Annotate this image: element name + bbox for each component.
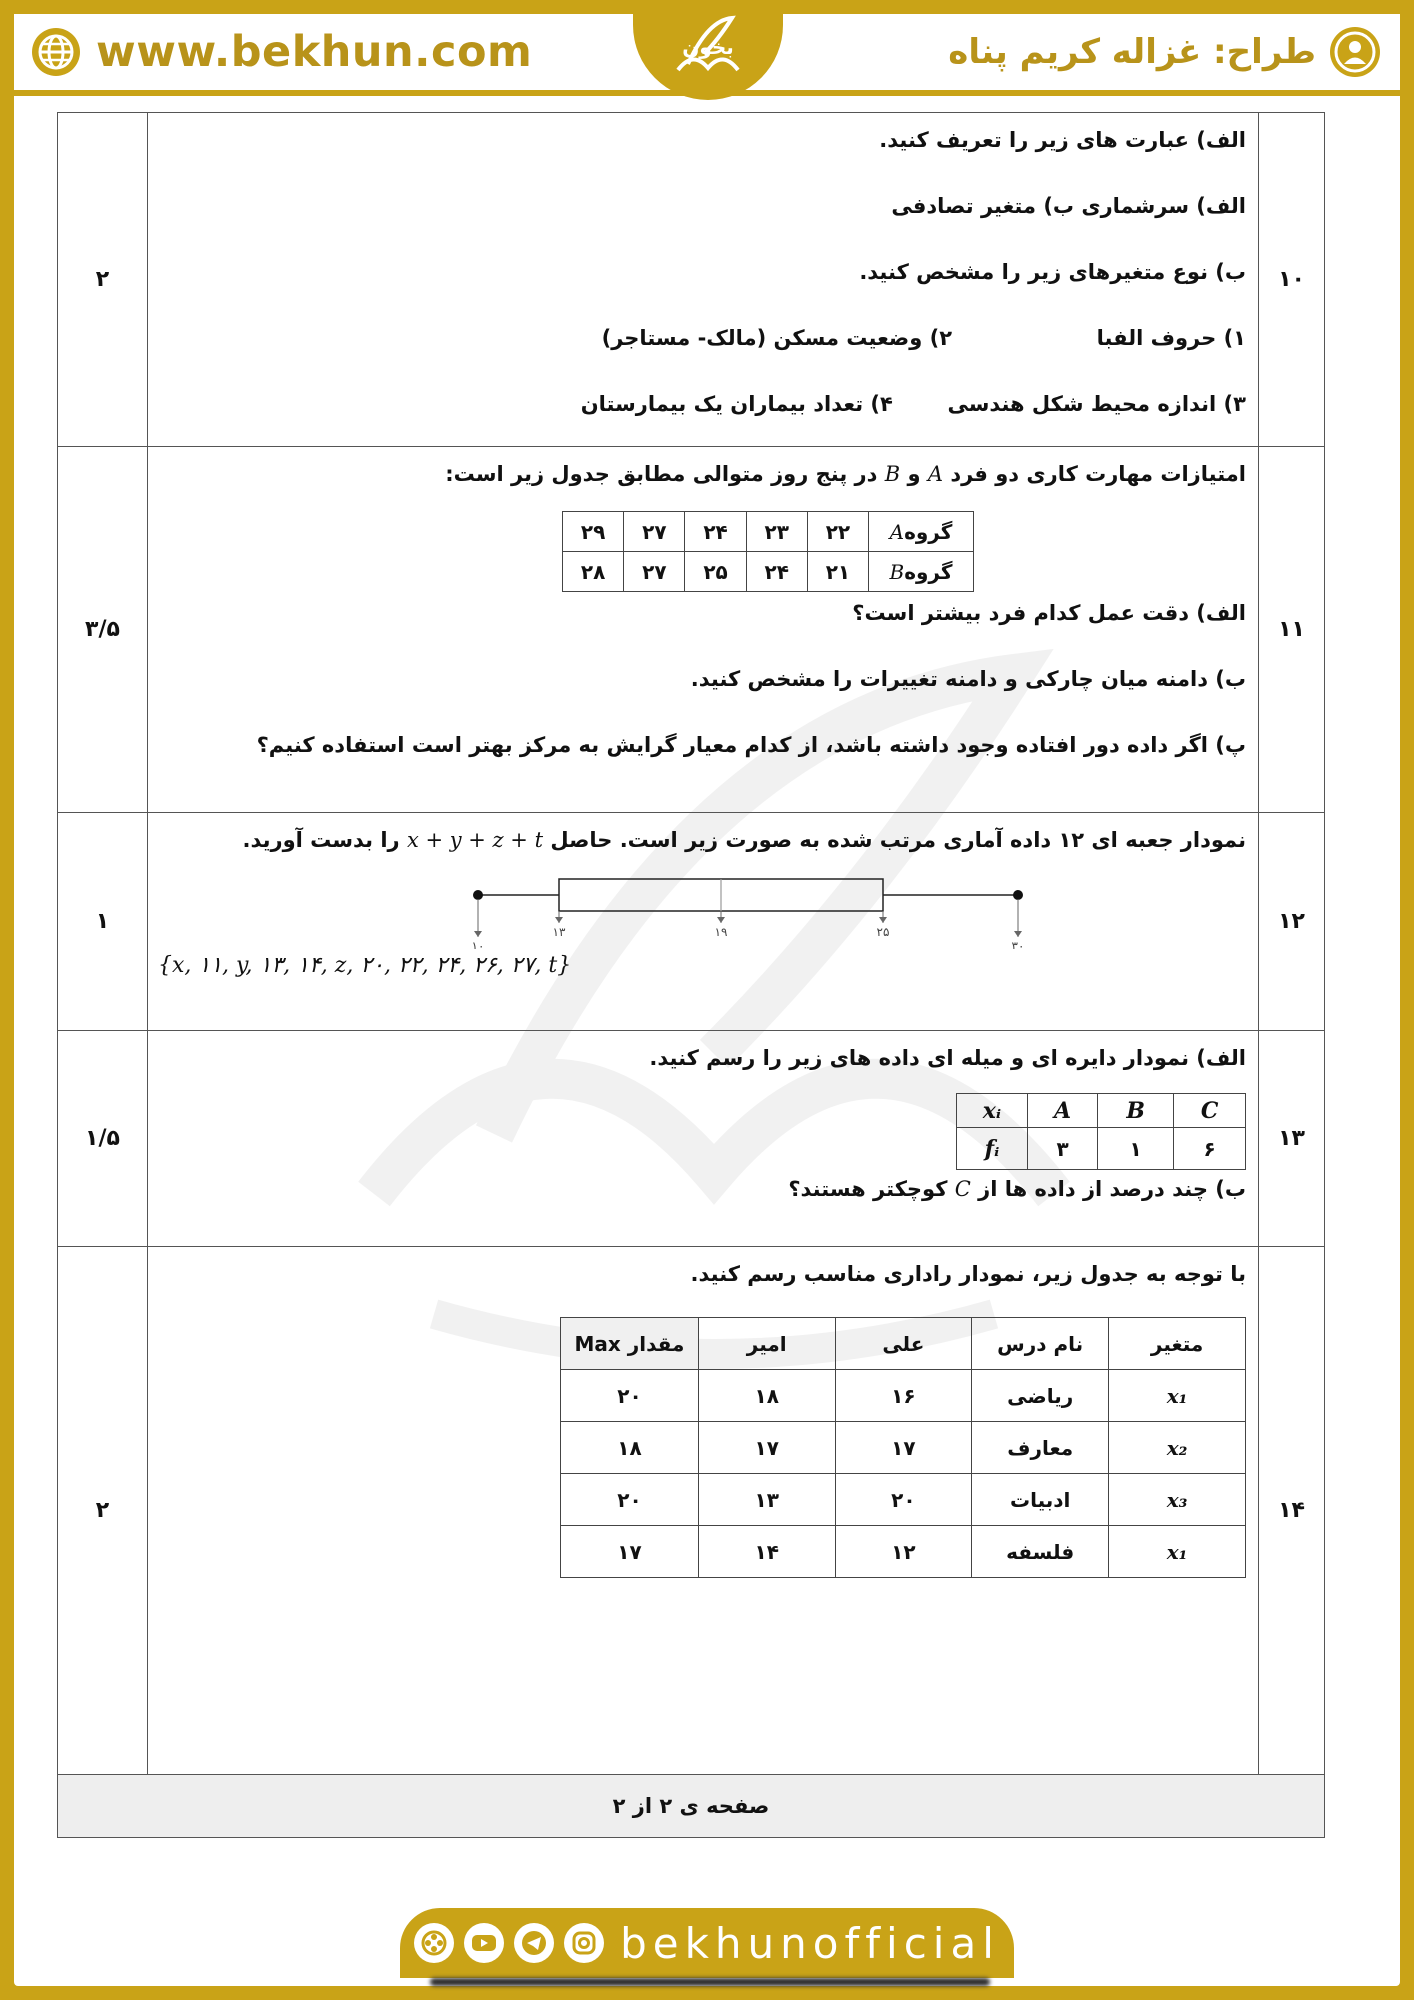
max-point (1013, 890, 1023, 900)
table-header-cell: مقدار Max (561, 1318, 699, 1370)
table-cell: ۲۴ (746, 552, 807, 592)
table-cell: x₁ (1109, 1526, 1246, 1578)
question-score: ۲ (58, 1247, 148, 1775)
table-cell: ۱۷ (698, 1422, 835, 1474)
table-cell: ۲۴ (685, 512, 746, 552)
min-point (473, 890, 483, 900)
logo-text: بخون (682, 35, 734, 59)
q11-part-c: پ) اگر داده دور افتاده وجود داشته باشد، از کدام معیار گرایش به مرکز بهتر است استفاده کنیم؟ (256, 733, 1246, 757)
aparat-icon[interactable] (414, 1923, 454, 1963)
table-cell: فلسفه (972, 1526, 1109, 1578)
q10-line3: ب) نوع متغیرهای زیر را مشخص کنید. (859, 260, 1246, 284)
question-body (148, 1031, 1259, 1247)
table-cell: ۱۴ (698, 1526, 835, 1578)
group-b-header (869, 552, 974, 592)
table-cell: x₃ (1109, 1474, 1246, 1526)
table-cell: ۱۳ (698, 1474, 835, 1526)
table-cell: ۲۷ (624, 512, 685, 552)
question-number: ۱۳ (1259, 1031, 1325, 1247)
q10-items-row2 (158, 389, 1246, 419)
table-cell: ریاضی (972, 1370, 1109, 1422)
logo-icon (668, 10, 748, 90)
page-footer-row (58, 1775, 1325, 1838)
question-score: ۱ (58, 813, 148, 1031)
group-a-header (869, 512, 974, 552)
q11-var-b: B (884, 462, 901, 486)
q11-intro (158, 459, 1246, 489)
q12-text-a: نمودار جعبه ای ۱۲ داده آماری مرتب شده به صورت زیر است. حاصل (543, 828, 1246, 852)
table-cell: A (1028, 1094, 1098, 1128)
q13-part-b-var: C (954, 1177, 971, 1201)
question-row-10 (58, 113, 1325, 447)
q1-label: ۱۳ (552, 925, 566, 939)
q13-part-a: الف) نمودار دایره ای و میله ای داده های زیر را رسم کنید. (649, 1046, 1246, 1070)
table-row (957, 1094, 1246, 1128)
q11-intro-a: امتیازات مهارت کاری دو فرد (943, 462, 1246, 486)
globe-icon (30, 26, 82, 78)
question-number: ۱۱ (1259, 447, 1325, 813)
q11-intro-b: و (900, 462, 928, 486)
table-cell: x₂ (1109, 1422, 1246, 1474)
brand-logo (633, 0, 783, 100)
q12-data-set: {x, ۱۱, y, ۱۳, ۱۴, z, ۲۰, ۲۲, ۲۴, ۲۶, ۲۷, t} (158, 953, 572, 978)
q10-line1: الف) عبارت های زیر را تعریف کنید. (879, 128, 1246, 152)
table-header-cell: نام درس (972, 1318, 1109, 1370)
table-cell: C (1174, 1094, 1246, 1128)
table-cell: ۲۷ (624, 552, 685, 592)
question-score: ۲ (58, 113, 148, 447)
table-header-cell: علی (835, 1318, 972, 1370)
header-bar (14, 14, 1400, 96)
question-row-14 (58, 1247, 1325, 1775)
table-row (561, 1474, 1246, 1526)
table-cell: ۱۸ (561, 1422, 699, 1474)
q11-part-a: الف) دقت عمل کدام فرد بیشتر است؟ (852, 601, 1246, 625)
social-bar (400, 1908, 1014, 1978)
median-arrow (717, 917, 725, 923)
user-icon (1328, 25, 1382, 79)
table-row (561, 1422, 1246, 1474)
table-header-cell: متغیر (1109, 1318, 1246, 1370)
question-body (148, 813, 1259, 1031)
table-cell: B (1098, 1094, 1174, 1128)
question-row-12 (58, 813, 1325, 1031)
q14-radar-table (560, 1317, 1246, 1578)
table-row (563, 512, 974, 552)
xi-header: xᵢ (957, 1094, 1028, 1128)
q10-items-row1 (158, 323, 1246, 353)
min-arrow (474, 931, 482, 937)
q1-arrow (555, 917, 563, 923)
telegram-icon[interactable] (514, 1923, 554, 1963)
table-cell: ۱۶ (835, 1370, 972, 1422)
table-cell: ۶ (1174, 1128, 1246, 1170)
group-a-var: A (889, 519, 905, 544)
q13-part-b-a: ب) چند درصد از داده ها از (970, 1177, 1246, 1201)
table-row (561, 1526, 1246, 1578)
max-arrow (1014, 931, 1022, 937)
group-b-label: گروه (904, 559, 953, 584)
youtube-icon[interactable] (464, 1923, 504, 1963)
q10-item1: ۱) حروف الفبا (1096, 326, 1246, 350)
table-row (957, 1128, 1246, 1170)
q10-line2: الف) سرشماری ب) متغیر تصادفی (891, 194, 1246, 218)
table-row (563, 552, 974, 592)
question-body (148, 1247, 1259, 1775)
exam-table (57, 112, 1325, 1838)
table-cell: ۲۰ (835, 1474, 972, 1526)
q10-item4: ۴) تعداد بیماران یک بیمارستان (580, 392, 893, 416)
question-score: ۱/۵ (58, 1031, 148, 1247)
table-cell: ۲۰ (561, 1474, 699, 1526)
website-url[interactable]: www.bekhun.com (96, 27, 533, 77)
table-cell: ۱۲ (835, 1526, 972, 1578)
q10-item2: ۲) وضعیت مسکن (مالک- مستاجر) (601, 326, 953, 350)
boxplot (196, 863, 1246, 949)
q3-arrow (879, 917, 887, 923)
q14-intro: با توجه به جدول زیر، نمودار راداری مناسب رسم کنید. (690, 1262, 1246, 1286)
q13-part-b (158, 1174, 1246, 1204)
max-label: ۳۰ (1011, 939, 1025, 949)
q11-intro-c: در پنج روز متوالی مطابق جدول زیر است: (445, 462, 885, 486)
question-row-11 (58, 447, 1325, 813)
table-header-cell: امیر (698, 1318, 835, 1370)
shadow-bar (430, 1978, 990, 1986)
question-score: ۳/۵ (58, 447, 148, 813)
designer-name: طراح: غزاله کریم پناه (948, 32, 1316, 72)
table-cell: ۲۱ (807, 552, 868, 592)
designer-info (948, 24, 1382, 80)
table-cell: معارف (972, 1422, 1109, 1474)
table-cell: ۲۹ (563, 512, 624, 552)
q11-part-b: ب) دامنه میان چارکی و دامنه تغییرات را مشخص کنید. (690, 667, 1246, 691)
table-cell: ۲۸ (563, 552, 624, 592)
median-label: ۱۹ (714, 925, 728, 939)
table-cell: ۱۸ (698, 1370, 835, 1422)
social-handle[interactable]: bekhunofficial (620, 1918, 1000, 1968)
table-cell: ۱ (1098, 1128, 1174, 1170)
q3-label: ۲۵ (876, 925, 890, 939)
question-number: ۱۰ (1259, 113, 1325, 447)
group-a-label: گروه (904, 519, 953, 544)
table-cell: ۲۰ (561, 1370, 699, 1422)
table-cell: ۱۷ (561, 1526, 699, 1578)
table-cell: ۳ (1028, 1128, 1098, 1170)
q12-expression: x + y + z + t (406, 828, 544, 852)
question-row-13 (58, 1031, 1325, 1247)
fi-header: fᵢ (957, 1128, 1028, 1170)
instagram-icon[interactable] (564, 1923, 604, 1963)
q13-part-b-b: کوچکتر هستند؟ (788, 1177, 955, 1201)
question-body (148, 113, 1259, 447)
table-cell: ۲۳ (746, 512, 807, 552)
table-row (561, 1318, 1246, 1370)
q11-score-table (562, 511, 974, 592)
table-cell: ۲۵ (685, 552, 746, 592)
website-link[interactable] (30, 24, 532, 80)
question-number: ۱۲ (1259, 813, 1325, 1031)
table-cell: x₁ (1109, 1370, 1246, 1422)
question-number: ۱۴ (1259, 1247, 1325, 1775)
q12-intro (158, 825, 1246, 855)
table-row (561, 1370, 1246, 1422)
question-body (148, 447, 1259, 813)
q13-frequency-table (956, 1093, 1246, 1170)
min-label: ۱۰ (471, 939, 485, 949)
page-number: صفحه ی ۲ از ۲ (58, 1775, 1325, 1838)
q11-var-a: A (927, 462, 944, 486)
table-cell: ۱۷ (835, 1422, 972, 1474)
q10-item3: ۳) اندازه محیط شکل هندسی (947, 392, 1246, 416)
group-b-var: B (889, 559, 905, 584)
table-cell: ۲۲ (807, 512, 868, 552)
table-cell: ادبیات (972, 1474, 1109, 1526)
q12-text-b: را بدست آورید. (242, 828, 407, 852)
